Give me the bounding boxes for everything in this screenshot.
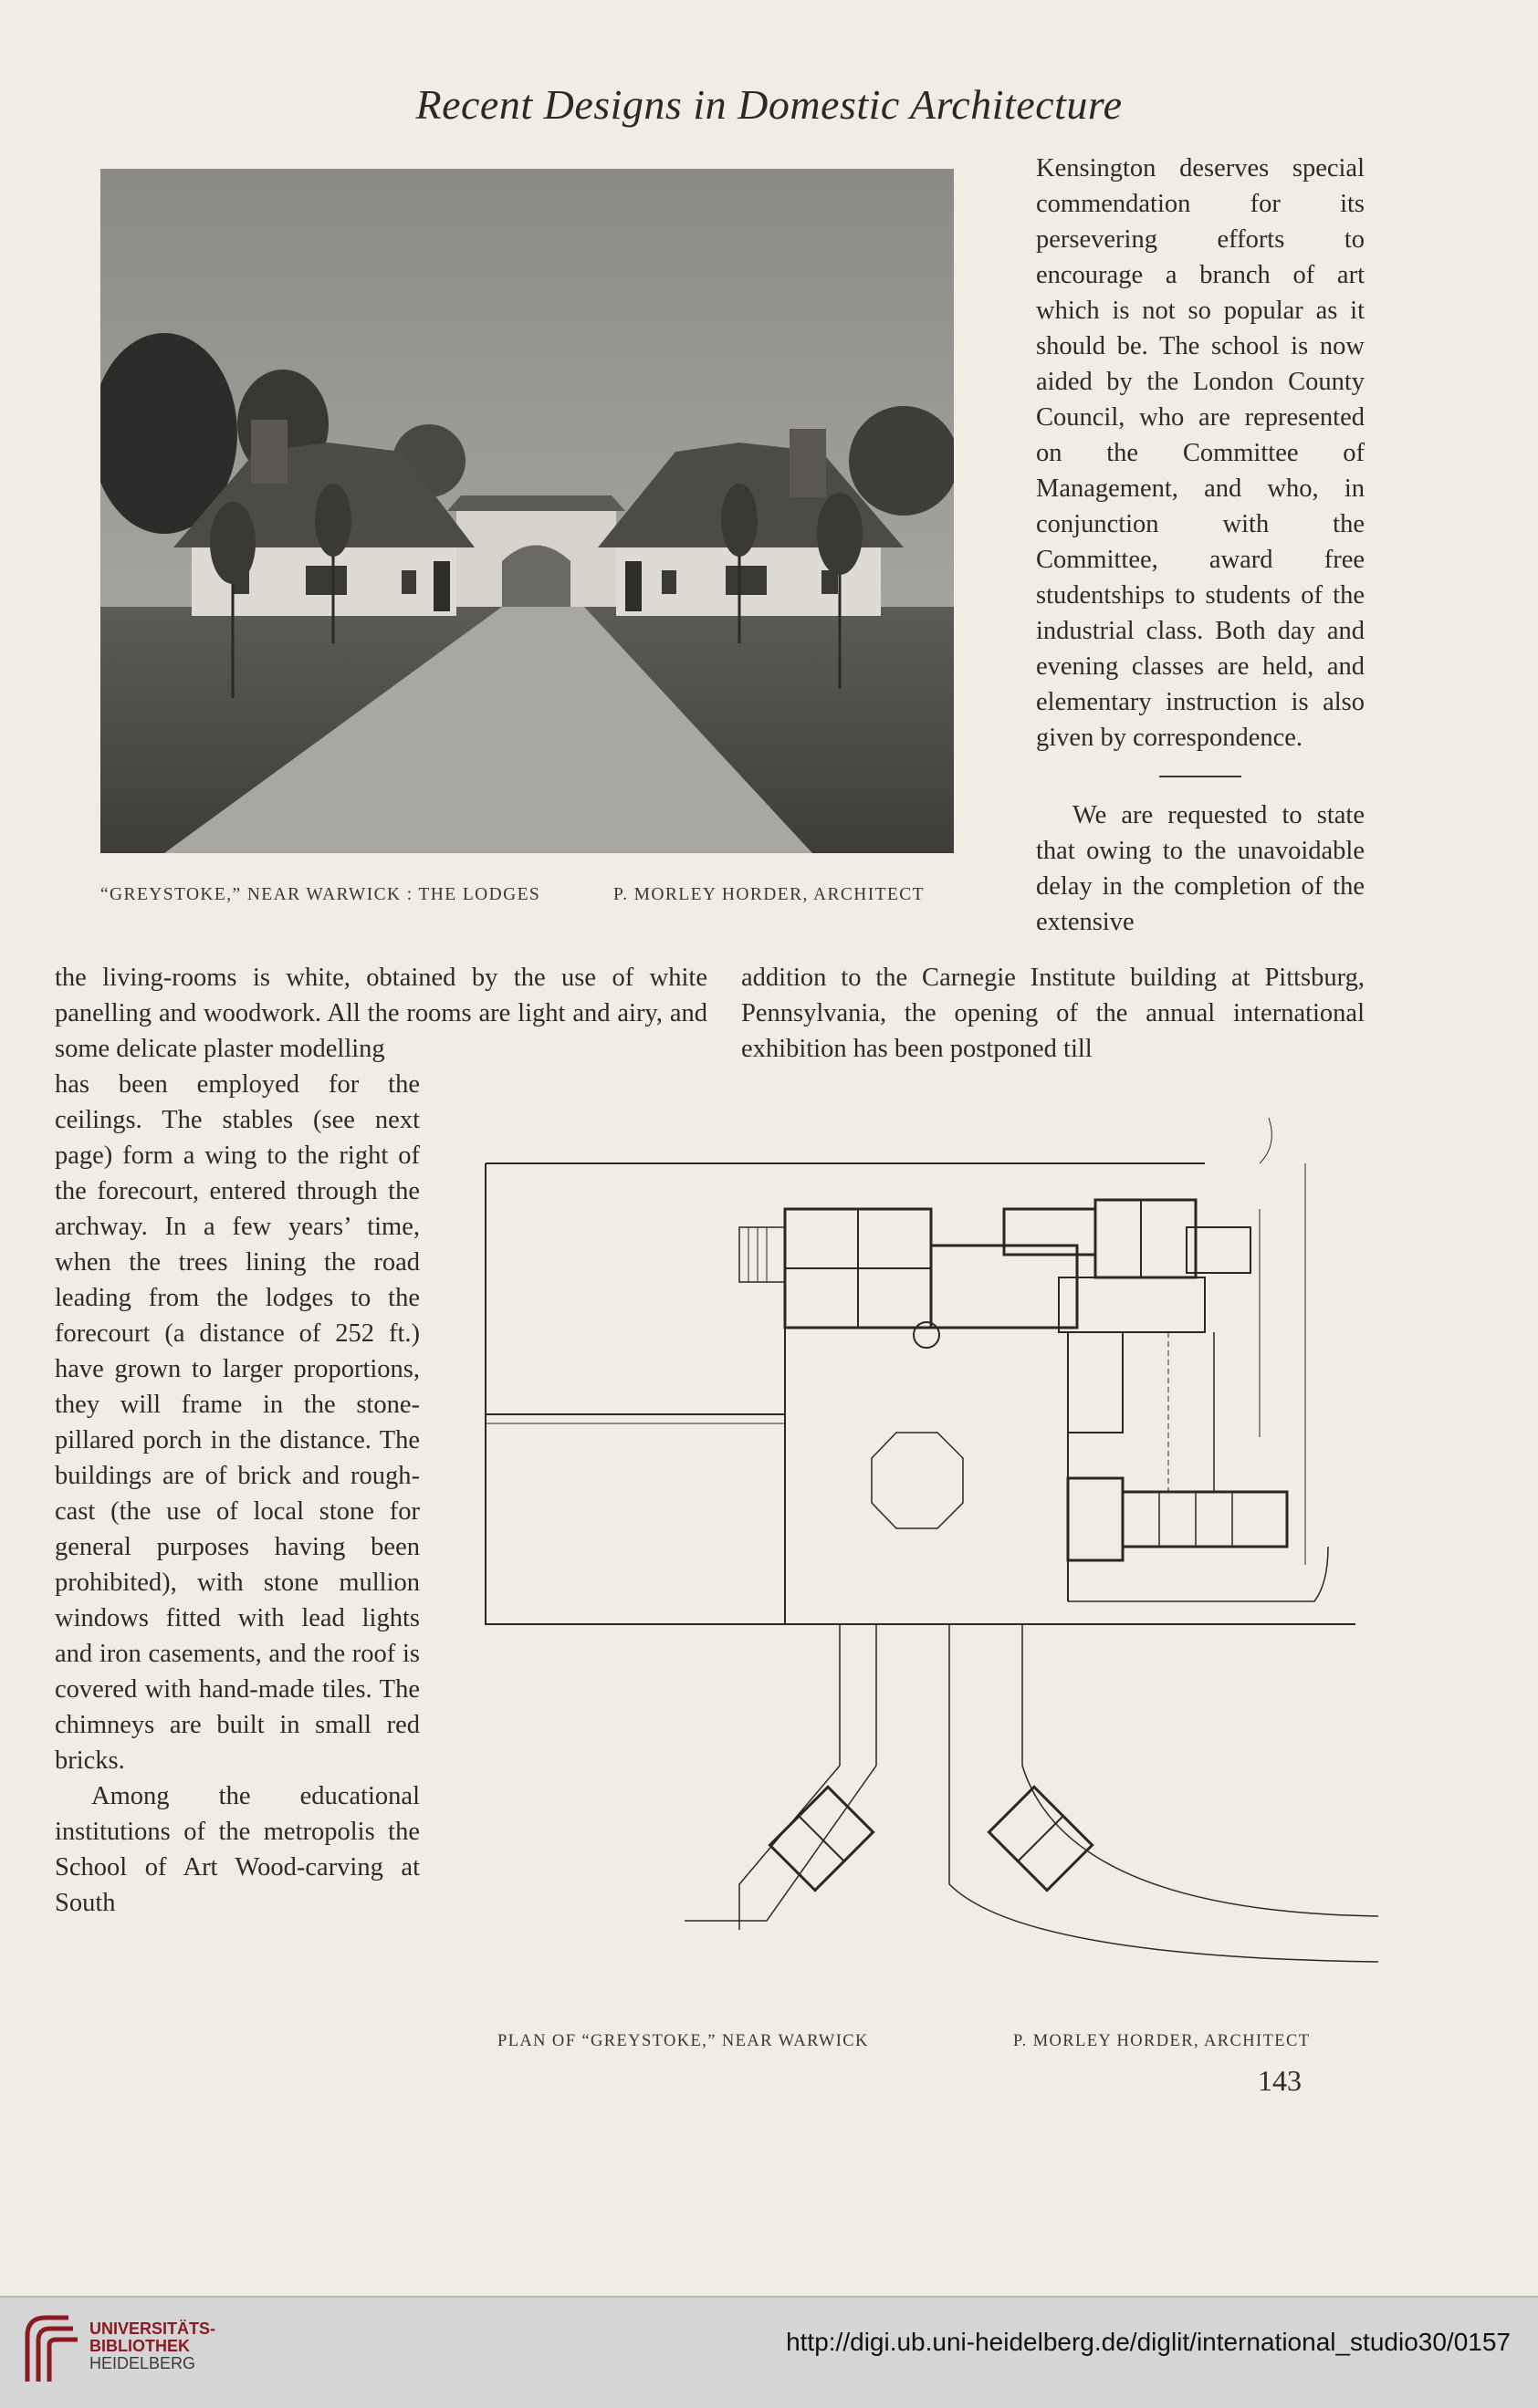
right-column-paragraph-1: Kensington deserves special commendation for its persevering efforts to encourage a branch of art which is not so popular as it should be. The school is now aided by the London County Council, who are represented on the Committee of Management, and who, in conjunction with the Committee, award free studentships to students of the industrial class. Both day and evening classes are held, and elementary instruction is also given by correspondence. bbox=[1036, 154, 1365, 752]
photo-caption-title: “GREYSTOKE,” NEAR WARWICK : THE LODGES bbox=[100, 885, 541, 904]
library-name-line-2: BIBLIOTHEK bbox=[89, 2337, 190, 2355]
mid-left-text: the living-rooms is white, obtained by the use of white panelling and woodwork. All the rooms are light and airy, and some delicate plaster modelling bbox=[55, 964, 707, 1063]
left-column bbox=[55, 1067, 420, 1921]
right-column bbox=[1036, 151, 1365, 940]
lodges-photo-drawing bbox=[100, 169, 954, 853]
page-number: 143 bbox=[1258, 2064, 1302, 2097]
section-rule bbox=[1159, 776, 1241, 777]
site-plan-drawing bbox=[475, 1109, 1387, 2021]
lodges-photograph bbox=[100, 169, 954, 853]
library-name bbox=[89, 2320, 215, 2372]
running-head: Recent Designs in Domestic Architecture bbox=[415, 81, 1123, 128]
left-column-paragraph-2: Among the educational institutions of the metropolis the School of Art Wood-carving at South bbox=[55, 1782, 420, 1917]
library-name-line-3: HEIDELBERG bbox=[89, 2354, 196, 2372]
right-column-paragraph-2: We are requested to state that owing to the unavoidable delay in the completion of the extensive bbox=[1036, 801, 1365, 936]
source-url[interactable]: http://digi.ub.uni-heidelberg.de/diglit/international_studio30/0157 bbox=[786, 2328, 1511, 2356]
photo-caption-architect: P. MORLEY HORDER, ARCHITECT bbox=[613, 885, 925, 904]
left-column-paragraph-1: has been employed for the ceilings. The stables (see next page) form a wing to the right of the forecourt, entered through the archway. In a few years’ time, when the trees lining the road leading from the lodges to the forecourt (a distance of 252 ft.) have grown to larger proportions, they will frame in the stone-pillared porch in the distance. The buildings are of brick and rough-cast (the use of local stone for general purposes having been prohibited), with stone mullion windows fitted with lead lights and iron casements, and the roof is covered with hand-made tiles. The chimneys are built in small red bricks. bbox=[55, 1070, 420, 1775]
plan-caption-title: PLAN OF “GREYSTOKE,” NEAR WARWICK bbox=[497, 2032, 869, 2050]
plan-caption-architect: P. MORLEY HORDER, ARCHITECT bbox=[1013, 2032, 1311, 2050]
mid-right-text: addition to the Carnegie Institute building at Pittsburg, Pennsylvania, the opening of the annual international exhibition has been postponed till bbox=[741, 964, 1365, 1063]
library-logo-icon bbox=[18, 2309, 82, 2391]
site-plan bbox=[475, 1109, 1387, 2021]
library-name-line-1: UNIVERSITÄTS- bbox=[89, 2319, 216, 2338]
